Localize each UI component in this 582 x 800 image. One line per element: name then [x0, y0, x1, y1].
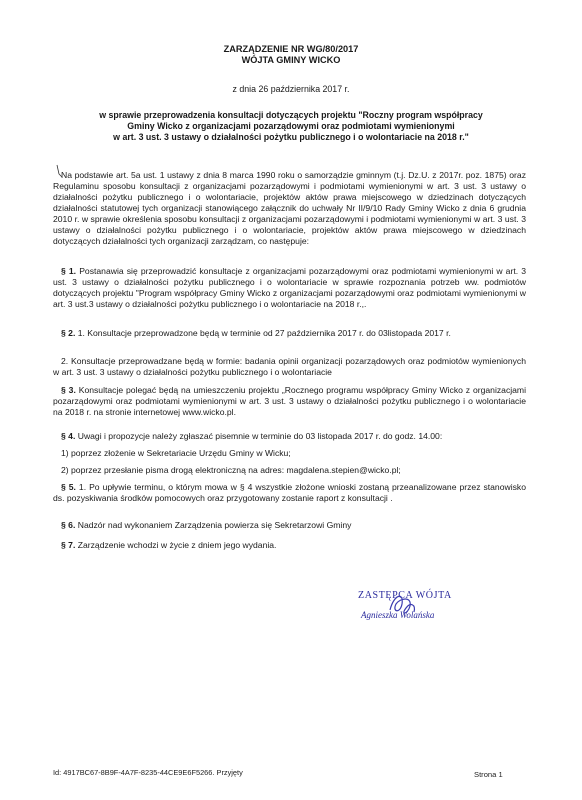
option-1: 1) poprzez złożenie w Sekretariacie Urzędu Gminy w Wicku;	[61, 448, 291, 458]
handwritten-signature	[386, 590, 420, 620]
section-2-point-1: § 2. 1. Konsultacje przeprowadzone będą w terminie od 27 października 2017 r. do 03listopada 2017 r.	[61, 328, 451, 338]
document-date: z dnia 26 października 2017 r.	[232, 84, 350, 94]
stamp-name: Agnieszka Wolańska	[361, 610, 435, 620]
section-1	[53, 266, 526, 310]
document-title	[0, 44, 582, 66]
section-4: § 4. Uwagi i propozycje należy zgłaszać pisemnie w terminie do 03 listopada 2017 r. do godz. 14.00:	[61, 431, 443, 441]
preamble-text: Na podstawie art. 5a ust. 1 ustawy z dnia 8 marca 1990 roku o samorządzie gminnym (t.j. Dz.U. z 2017r. poz. 1875) oraz Regulaminu sposobu konsultacji z organizacjami pozarządowymi i podmiotami wymienionymi w art. 3 ust. 3 ustawy o działalności pożytku publicznego i o wolontariacie, projektów aktów prawa miejscowego w dziedzinach dotyczących działalności statutowej tych organizacji stanowiącego załącznik do uchwały Nr II/9/10 Rady Gminy Wicko z dnia 6 grudnia 2010 r. w sprawie określenia sposobu konsultacji z organizacjami pozarządowymi i podmiotami wymienionymi w art. 3 ust. 3 ustawy o działalności pożytku publicznego i o wolontariacie, projektów aktów prawa miejscowego w dziedzinach dotyczących działalności tych organizacji zarządzam, co następuje:	[53, 170, 526, 246]
section-5: § 5. 1. Po upływie terminu, o którym mowa w § 4 wszystkie złożone wnioski zostaną przeanalizowane przez stanowisko ds. pozyskiwania środków pomocowych oraz przygotowany zostanie raport z konsultacji .	[53, 482, 526, 503]
preamble	[53, 170, 526, 247]
section-3: § 3. Konsultacje polegać będą na umieszczeniu projektu „Rocznego programu współpracy Gminy Wicko z organizacjami pozarządowymi oraz podmiotami wymienionymi w art. 3 ust. 3 ustawy o działalności pożytku publicznego i o wolontariacie na 2018 r. na stronie internetowej www.wicko.pl.	[53, 385, 526, 417]
page-number: Strona 1	[474, 770, 503, 779]
title-line-1: ZARZĄDZENIE NR WG/80/2017	[223, 44, 359, 54]
option-2: 2) poprzez przesłanie pisma drogą elektroniczną na adres: magdalena.stepien@wicko.pl;	[61, 465, 401, 475]
document-subject	[60, 110, 522, 143]
section-7: § 7. Zarządzenie wchodzi w życie z dniem jego wydania.	[61, 540, 277, 550]
subject-line: Gminy Wicko z organizacjami pozarządowymi oraz podmiotami wymienionymi	[127, 121, 455, 131]
section-6: § 6. Nadzór nad wykonaniem Zarządzenia powierza się Sekretarzowi Gminy	[61, 520, 352, 530]
title-line-2: WÓJTA GMINY WICKO	[241, 55, 341, 65]
subject-line: w sprawie przeprowadzenia konsultacji dotyczących projektu "Roczny program współpracy	[99, 110, 483, 120]
subject-line: w art. 3 ust. 3 ustawy o działalności pożytku publicznego i o wolontariacie na 2018 r."	[113, 132, 469, 142]
document-id: Id: 4917BC67-8B9F-4A7F-8235-44CE9E6F5266. Przyjęty	[53, 768, 243, 777]
section-1-text: § 1. Postanawia się przeprowadzić konsultacje z organizacjami pozarządowymi oraz podmiotami wymienionymi w art. 3 ust. 3 ustawy o działalności pożytku publicznego i o wolontariacie w sprawie rozpoznania potrzeb ww. podmiotów dotyczących projektu "Program współpracy Gminy Wicko z organizacjami pozarządowymi oraz podmiotami wymienionymi w art. 3 ust.3 ustawy o działalności pożytku publicznego i o wolontariacie na 2018 r.,.	[53, 266, 526, 309]
signature-stamp	[350, 588, 490, 632]
stamp-title: ZASTĘPCA WÓJTA	[358, 590, 452, 601]
section-2-point-2: 2. Konsultacje przeprowadzane będą w formie: badania opinii organizacji pozarządowych oraz podmiotów wymienionych w art. 3 ust. 3 ustawy o działalności pożytku publicznego i o wolontariacie	[53, 356, 526, 377]
